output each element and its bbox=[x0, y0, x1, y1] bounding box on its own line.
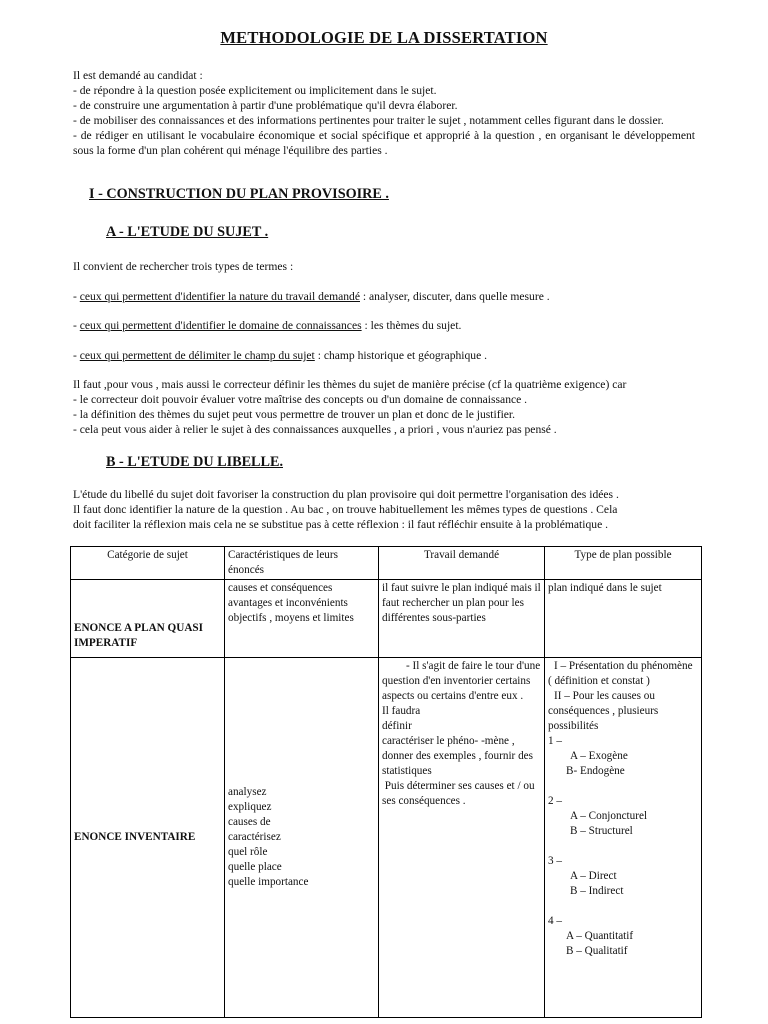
header-cell: Caractéristiques de leurs énoncés bbox=[225, 547, 379, 580]
intro-item: - de mobiliser des connaissances et des informations pertinentes pour traiter le sujet , notamment celles figurant dans le dossier. bbox=[73, 114, 664, 127]
term-line bbox=[73, 289, 695, 304]
category-cell: ENONCE A PLAN QUASI IMPERATIF bbox=[71, 580, 225, 658]
work-line: Puis déterminer ses causes et / ou ses conséquences . bbox=[382, 780, 538, 807]
plan-group-item: A – Conjoncturel bbox=[570, 810, 648, 822]
characteristic: avantages et inconvénients bbox=[228, 597, 348, 609]
table-row bbox=[71, 580, 702, 658]
plan-group-item: A – Quantitatif bbox=[566, 930, 634, 942]
intro-item: - de répondre à la question posée explicitement ou implicitement dans le sujet. bbox=[73, 84, 437, 97]
subsection-b-paragraph bbox=[73, 487, 695, 532]
term-underlined: ceux qui permettent de délimiter le champ du sujet bbox=[79, 349, 315, 362]
work-line: Il faudra bbox=[382, 705, 421, 717]
plan-group-number: 1 – bbox=[548, 735, 562, 747]
plan-group-item: B – Qualitatif bbox=[566, 945, 628, 957]
work-line: caractériser le phéno- -mène , donner des exemples , fournir des statistiques bbox=[382, 735, 533, 777]
term-line bbox=[73, 318, 695, 333]
section-1-heading: I - CONSTRUCTION DU PLAN PROVISOIRE . bbox=[89, 186, 389, 202]
plan-group-item: B – Indirect bbox=[570, 885, 624, 897]
plan-group-number: 2 – bbox=[548, 795, 562, 807]
term-line bbox=[73, 348, 695, 363]
paragraph-line: L'étude du libellé du sujet doit favoriser la construction du plan provisoire qui doit permettre l'organisation des idées . bbox=[73, 488, 619, 501]
header-cell: Type de plan possible bbox=[545, 547, 702, 580]
plan-group-item: B- Endogène bbox=[566, 765, 625, 777]
plan-cell: plan indiqué dans le sujet bbox=[545, 580, 702, 658]
characteristic: caractérisez bbox=[228, 831, 281, 843]
characteristics-cell bbox=[225, 658, 379, 1018]
work-line: définir bbox=[382, 720, 412, 732]
work-cell: il faut suivre le plan indiqué mais il faut rechercher un plan pour les différentes sous-parties bbox=[379, 580, 545, 658]
intro-block bbox=[73, 68, 695, 158]
subsection-a-paragraph bbox=[73, 377, 695, 437]
subsection-b-heading: B - L'ETUDE DU LIBELLE. bbox=[106, 454, 283, 470]
term-rest: : analyser, discuter, dans quelle mesure . bbox=[360, 290, 550, 303]
subsection-a-lead: Il convient de rechercher trois types de termes : bbox=[73, 260, 294, 273]
characteristic: analysez bbox=[228, 786, 267, 798]
header-cell: Catégorie de sujet bbox=[71, 547, 225, 580]
subsection-a-heading: A - L'ETUDE DU SUJET . bbox=[106, 224, 269, 240]
characteristic: quelle importance bbox=[228, 876, 309, 888]
characteristic: causes de bbox=[228, 816, 271, 828]
paragraph-line: - la définition des thèmes du sujet peut vous permettre de trouver un plan et donc de le justifier. bbox=[73, 408, 516, 421]
characteristic: expliquez bbox=[228, 801, 272, 813]
term-rest: : les thèmes du sujet. bbox=[361, 319, 462, 332]
term-underlined: ceux qui permettent d'identifier la nature du travail demandé bbox=[79, 290, 360, 303]
paragraph-line: Il faut ,pour vous , mais aussi le correcteur définir les thèmes du sujet de manière précise (cf la quatrième exigence) car bbox=[73, 378, 627, 391]
paragraph-line: - cela peut vous aider à relier le sujet à des connaissances auxquelles , a priori , vous n'auriez pas pensé . bbox=[73, 423, 557, 436]
intro-item: - de rédiger en utilisant le vocabulaire économique et social spécifique et approprié à la question , en organisant le développement sous la forme d'un plan cohérent qui ménage l'équilibre des parties . bbox=[73, 129, 695, 157]
document-title: METHODOLOGIE DE LA DISSERTATION bbox=[220, 28, 548, 47]
plan-group-number: 4 – bbox=[548, 915, 562, 927]
table-row bbox=[71, 658, 702, 1018]
header-cell: Travail demandé bbox=[379, 547, 545, 580]
plan-group-item: A – Exogène bbox=[570, 750, 628, 762]
paragraph-line: doit faciliter la réflexion mais cela ne se substitue pas à cette réflexion : il faut réfléchir ensuite à la problématique . bbox=[73, 518, 609, 531]
paragraph-line: - le correcteur doit pouvoir évaluer votre maîtrise des concepts ou d'un domaine de connaissance . bbox=[73, 393, 528, 406]
characteristics-cell bbox=[225, 580, 379, 658]
plan-group-number: 3 – bbox=[548, 855, 562, 867]
plan-group-item: B – Structurel bbox=[570, 825, 633, 837]
term-prefix: - bbox=[73, 319, 80, 332]
category-cell: ENONCE INVENTAIRE bbox=[71, 658, 225, 1018]
term-rest: : champ historique et géographique . bbox=[314, 349, 488, 362]
plan-intro-line: I – Présentation du phénomène ( définition et constat ) bbox=[548, 660, 693, 687]
characteristic: objectifs , moyens et limites bbox=[228, 612, 354, 624]
characteristic: causes et conséquences bbox=[228, 582, 333, 594]
plan-cell bbox=[545, 658, 702, 1018]
question-types-table bbox=[70, 546, 702, 1018]
paragraph-line: Il faut donc identifier la nature de la question . Au bac , on trouve habituellement les mêmes types de questions . Cela bbox=[73, 503, 618, 516]
plan-intro-line: II – Pour les causes ou conséquences , plusieurs possibilités bbox=[548, 690, 659, 732]
table-header-row bbox=[71, 547, 702, 580]
characteristic: quel rôle bbox=[228, 846, 268, 858]
term-underlined: ceux qui permettent d'identifier le domaine de connaissances bbox=[79, 319, 362, 332]
intro-item: - de construire une argumentation à partir d'une problématique qu'il devra élaborer. bbox=[73, 99, 458, 112]
work-cell bbox=[379, 658, 545, 1018]
term-prefix: - bbox=[73, 290, 80, 303]
term-prefix: - bbox=[73, 349, 80, 362]
work-line: - Il s'agit de faire le tour d'une question d'en inventorier certains aspects ou certains d'entre eux . bbox=[382, 660, 541, 702]
plan-group-item: A – Direct bbox=[570, 870, 617, 882]
intro-lead: Il est demandé au candidat : bbox=[73, 69, 203, 82]
characteristic: quelle place bbox=[228, 861, 282, 873]
